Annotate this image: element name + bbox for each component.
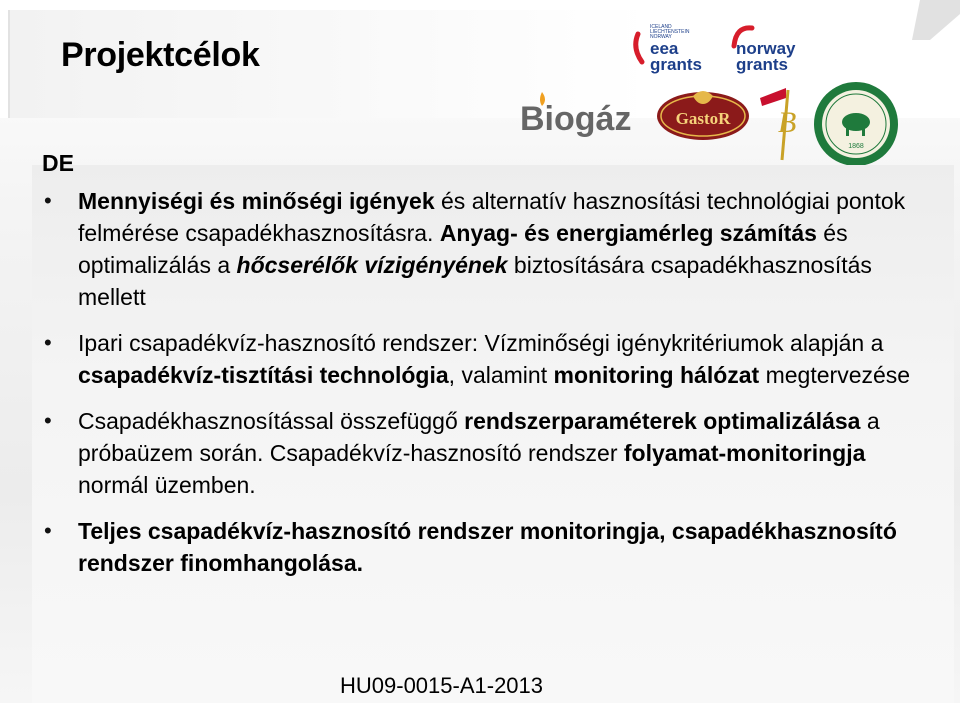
b-mark-logo xyxy=(760,84,810,162)
university-seal-logo xyxy=(812,80,900,168)
decorative-stripe xyxy=(890,0,960,40)
bullet-text: Csapadékhasznosítással összefüggő xyxy=(78,408,465,434)
eea-small-line-1: ICELAND xyxy=(650,24,672,30)
b-mark-text: B xyxy=(778,106,797,139)
bullet-list xyxy=(42,185,922,593)
bullet-text: Anyag- és energiamérleg számítás xyxy=(439,220,817,246)
bullet-text: a próbaüzem során. Csapadékvíz-hasznosító rendszer xyxy=(78,408,880,466)
norway-word: norway xyxy=(736,39,796,58)
gastor-text: GastoR xyxy=(675,109,731,128)
bullet-text: biztosítására csapadékhasznosítás mellett xyxy=(78,252,872,310)
eea-grants-logo xyxy=(632,20,732,80)
bullet-item xyxy=(42,185,922,313)
bullet-text: hőcserélők vízigényének xyxy=(236,252,508,278)
norway-grants-logo xyxy=(730,20,820,80)
norway-grants-word: grants xyxy=(736,55,788,74)
bullet-text: rendszerparaméterek optimalizálása xyxy=(464,408,861,434)
bullet-text: csapadékvíz-tisztítási technológia xyxy=(78,362,449,388)
section-label: DE xyxy=(42,150,74,176)
bullet-text: Ipari csapadékvíz-hasznosító rendszer: Vízminőségi igénykritériumok alapján a xyxy=(78,330,884,356)
bullet-item xyxy=(42,515,922,579)
seal-year: 1868 xyxy=(848,143,864,150)
biogaz-text: Biogáz xyxy=(520,100,632,138)
bullet-text: monitoring hálózat xyxy=(553,362,760,388)
slide-title: Projektcélok xyxy=(61,36,260,74)
bullet-text: Mennyiségi és minőségi igények xyxy=(78,188,435,214)
bullet-item xyxy=(42,327,922,391)
eea-small-line-3: NORWAY xyxy=(650,34,672,40)
bullet-text: és optimalizálás a xyxy=(78,220,848,278)
eea-grants-word: grants xyxy=(650,55,702,74)
bullet-text: Teljes csapadékvíz-hasznosító rendszer monitoringja, csapadékhasznosító rendszer finomhangolása. xyxy=(78,518,897,576)
biogaz-logo xyxy=(518,86,636,142)
bullet-text: , valamint xyxy=(448,362,554,388)
eea-small-line-2: LIECHTENSTEIN xyxy=(650,29,690,35)
bullet-text: normál üzemben. xyxy=(78,472,256,498)
bullet-text: folyamat-monitoringja xyxy=(623,440,866,466)
bullet-item xyxy=(42,405,922,501)
gastor-logo xyxy=(655,84,751,142)
bullet-text: megtervezése xyxy=(759,362,911,388)
project-code: HU09-0015-A1-2013 xyxy=(340,673,544,698)
bullet-text: és alternatív hasznosítási technológiai pontok felmérése csapadékhasznosításra. xyxy=(78,188,906,246)
eea-word: eea xyxy=(650,39,679,58)
